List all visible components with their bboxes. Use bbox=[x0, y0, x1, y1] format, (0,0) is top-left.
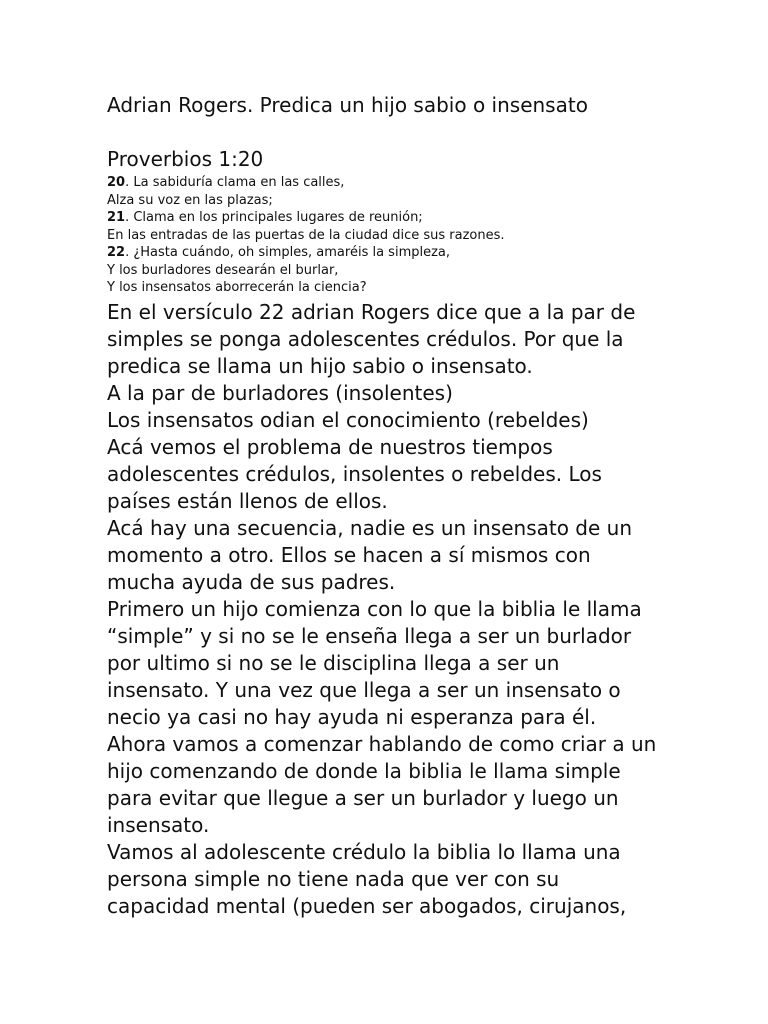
body-line: En el versículo 22 adrian Rogers dice que a la par de bbox=[107, 300, 636, 324]
verse-line bbox=[107, 279, 707, 297]
body-line: simples se ponga adolescentes crédulos. Por que la bbox=[107, 327, 624, 351]
body-line: por ultimo si no se le disciplina llega a ser un bbox=[107, 651, 560, 675]
body-line: Ahora vamos a comenzar hablando de como criar a un bbox=[107, 732, 657, 756]
verse-line bbox=[107, 192, 707, 210]
body-line: Acá vemos el problema de nuestros tiempos bbox=[107, 435, 553, 459]
body-line: insensato. Y una vez que llega a ser un insensato o bbox=[107, 678, 621, 702]
body-line: necio ya casi no hay ayuda ni esperanza para él. bbox=[107, 705, 597, 729]
body-line: adolescentes crédulos, insolentes o rebeldes. Los bbox=[107, 462, 602, 486]
body-line: mucha ayuda de sus padres. bbox=[107, 570, 396, 594]
verse-number: 20 bbox=[107, 175, 126, 190]
verse-text: . Clama en los principales lugares de reunión; bbox=[125, 210, 423, 225]
body-line: A la par de burladores (insolentes) bbox=[107, 381, 453, 405]
body-line: para evitar que llegue a ser un burlador y luego un bbox=[107, 786, 619, 810]
verse-number: 21 bbox=[107, 210, 126, 225]
body-line: persona simple no tiene nada que ver con su bbox=[107, 867, 560, 891]
body-line: Los insensatos odian el conocimiento (rebeldes) bbox=[107, 408, 589, 432]
verse-line bbox=[107, 244, 707, 262]
document-title: Adrian Rogers. Predica un hijo sabio o insensato bbox=[107, 93, 588, 117]
verse-text: Alza su voz en las plazas; bbox=[107, 192, 273, 208]
sermon-body bbox=[107, 299, 667, 920]
body-line: “simple” y si no se le enseña llega a ser un burlador bbox=[107, 624, 632, 648]
verse-line bbox=[107, 227, 707, 245]
verse-text: En las entradas de las puertas de la ciudad dice sus razones. bbox=[107, 227, 505, 243]
body-line: Vamos al adolescente crédulo la biblia lo llama una bbox=[107, 840, 621, 864]
verse-text: . La sabiduría clama en las calles, bbox=[125, 175, 345, 190]
verse-line bbox=[107, 209, 707, 227]
verse-number: 22 bbox=[107, 245, 126, 260]
verse-line bbox=[107, 174, 707, 192]
scripture-verses bbox=[107, 174, 707, 297]
body-line: predica se llama un hijo sabio o insensato. bbox=[107, 354, 533, 378]
body-line: Acá hay una secuencia, nadie es un insensato de un bbox=[107, 516, 633, 540]
body-line: insensato. bbox=[107, 813, 210, 837]
body-line: capacidad mental (pueden ser abogados, cirujanos, bbox=[107, 894, 627, 918]
verse-text: Y los burladores desearán el burlar, bbox=[107, 262, 339, 278]
verse-line bbox=[107, 262, 707, 280]
verse-text: . ¿Hasta cuándo, oh simples, amaréis la simpleza, bbox=[125, 245, 451, 260]
body-line: Primero un hijo comienza con lo que la biblia le llama bbox=[107, 597, 642, 621]
body-line: momento a otro. Ellos se hacen a sí mismos con bbox=[107, 543, 591, 567]
scripture-heading: Proverbios 1:20 bbox=[107, 147, 264, 171]
body-line: países están llenos de ellos. bbox=[107, 489, 388, 513]
body-line: hijo comenzando de donde la biblia le llama simple bbox=[107, 759, 621, 783]
verse-text: Y los insensatos aborrecerán la ciencia? bbox=[107, 280, 367, 295]
